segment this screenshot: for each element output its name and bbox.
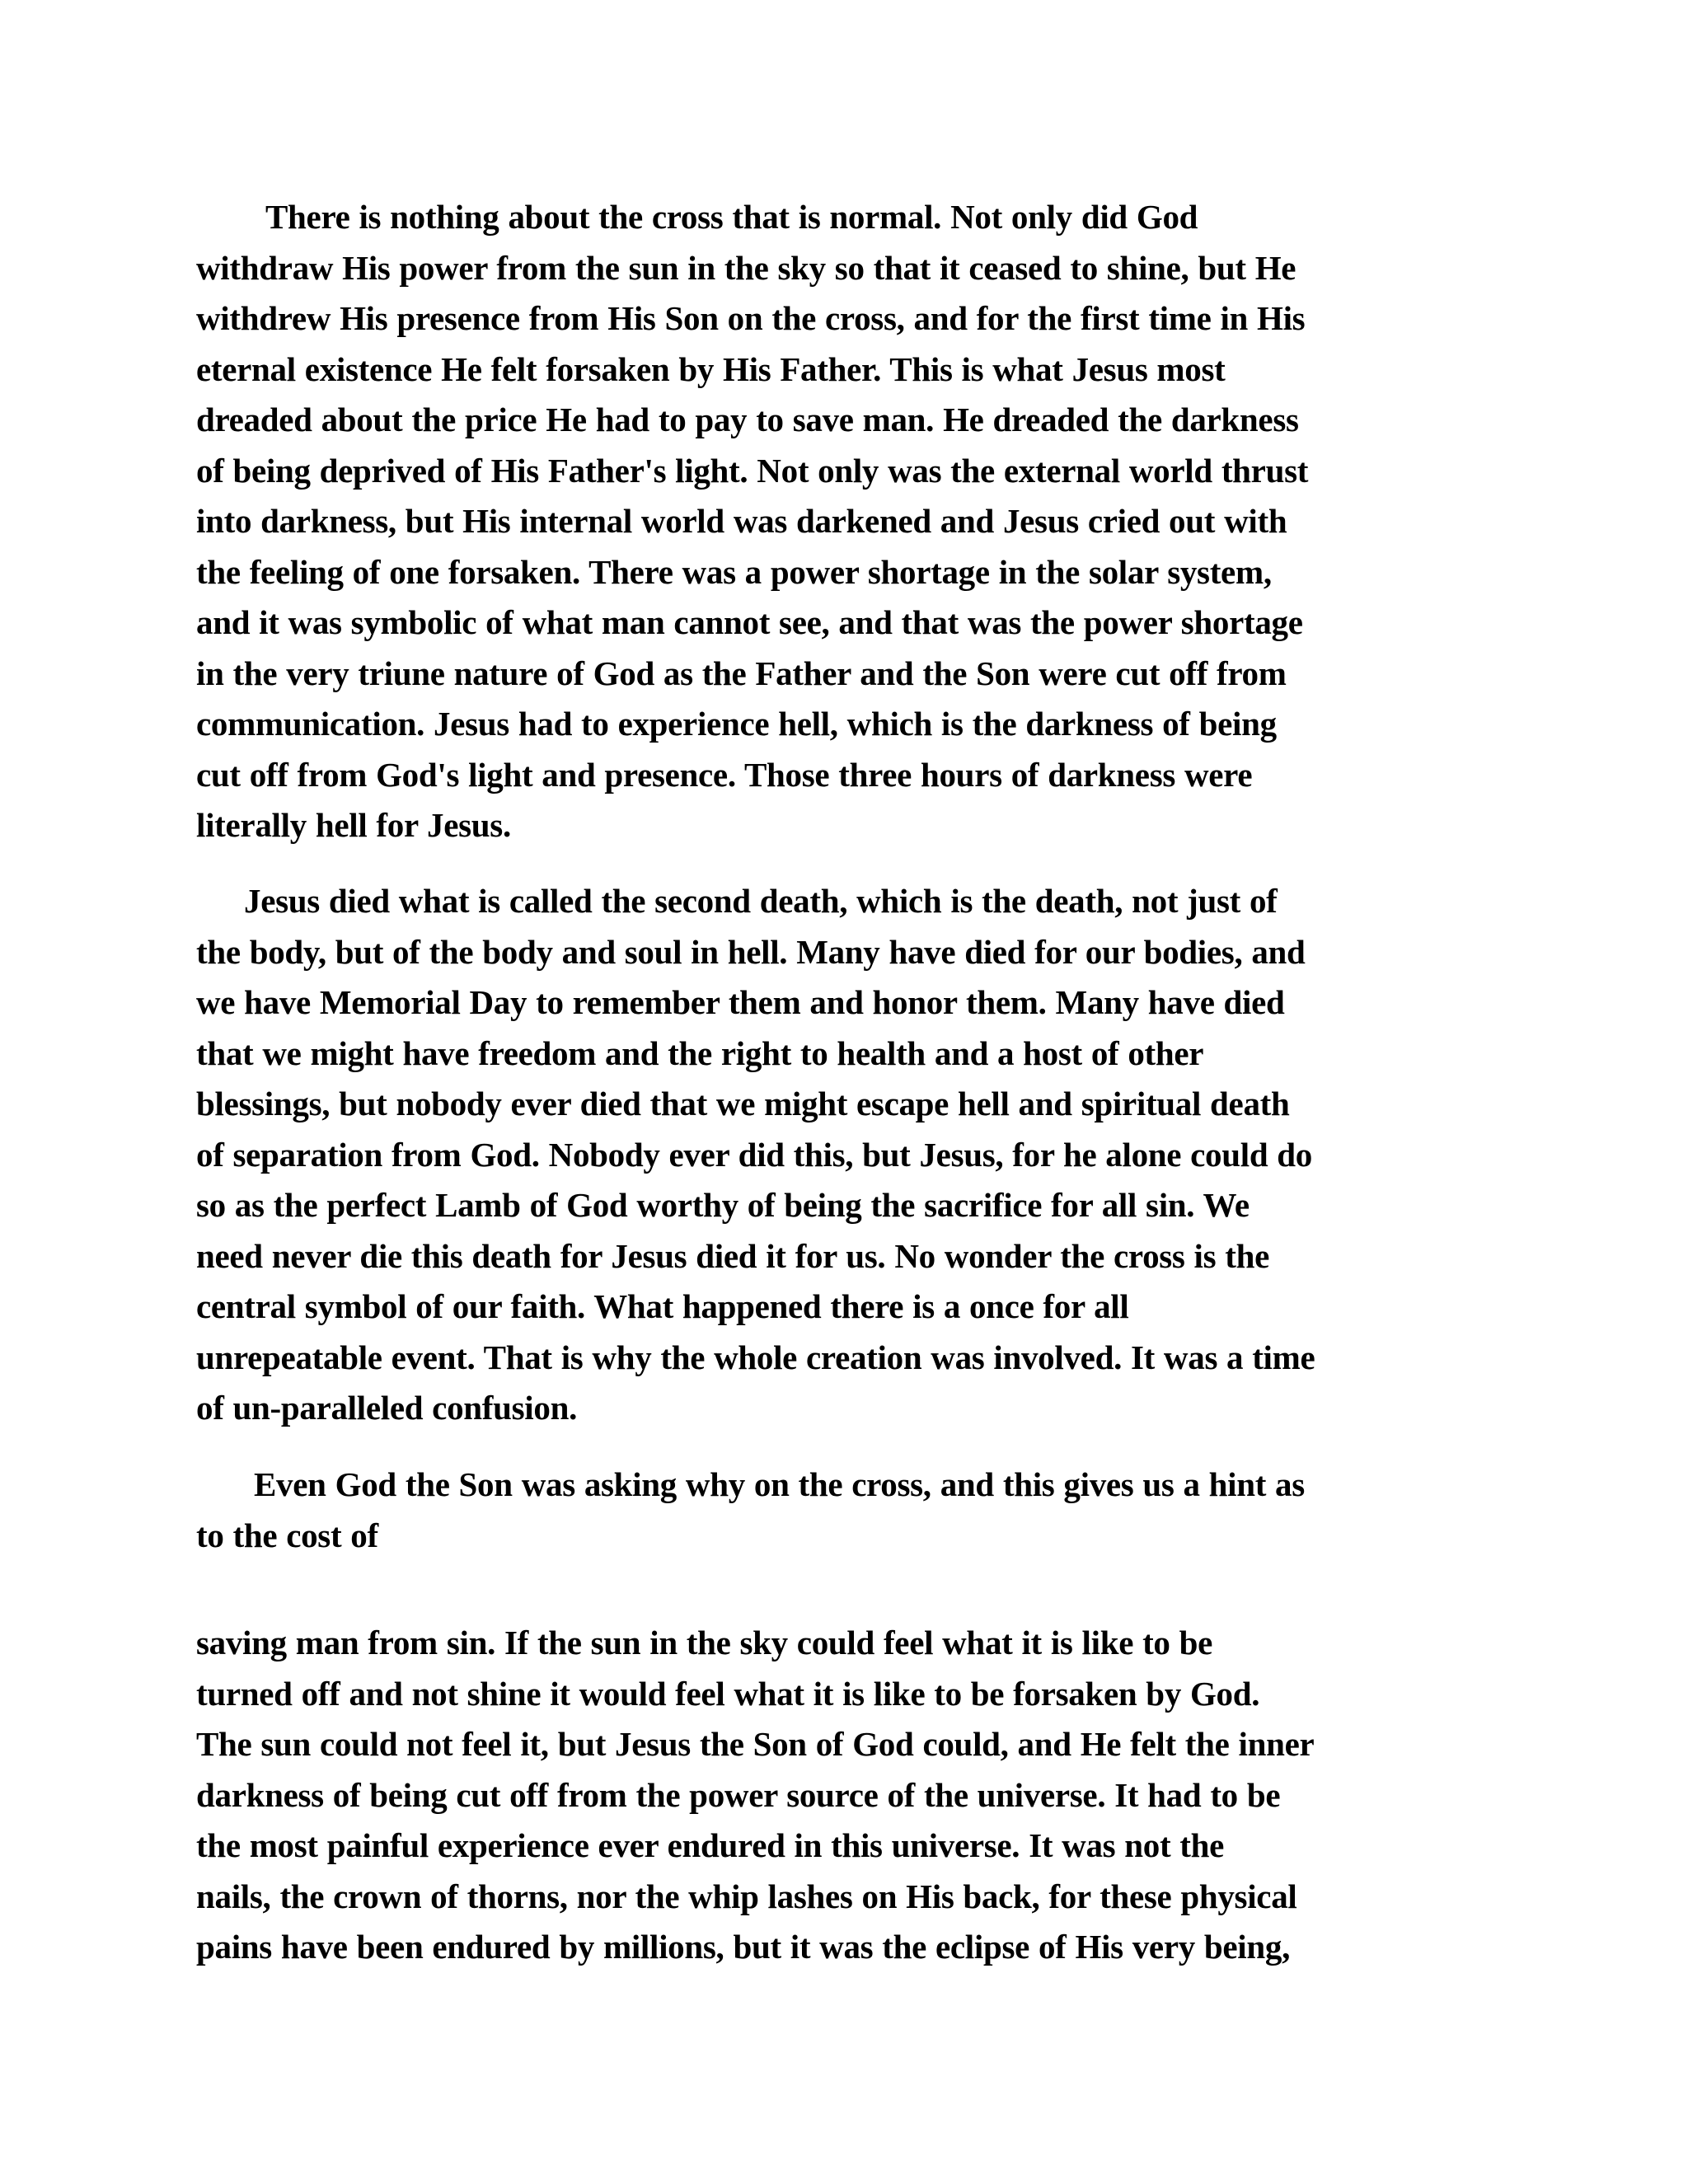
text-line: of separation from God. Nobody ever did this, but Jesus, for he alone could do xyxy=(196,1135,1312,1174)
text-line: of un-paralleled confusion. xyxy=(196,1389,578,1427)
text-line: The sun could not feel it, but Jesus the Son of God could, and He felt the inner xyxy=(196,1725,1315,1763)
text-line: Jesus died what is called the second death, which is the death, not just of xyxy=(244,882,1278,920)
text-line: dreaded about the price He had to pay to save man. He dreaded the darkness xyxy=(196,401,1299,438)
text-line: the feeling of one forsaken. There was a power shortage in the solar system, xyxy=(196,552,1272,591)
text-line: eternal existence He felt forsaken by His Father. This is what Jesus most xyxy=(196,349,1226,388)
text-line: nails, the crown of thorns, nor the whip lashes on His back, for these physical xyxy=(196,1877,1297,1915)
text-line: central symbol of our faith. What happened there is a once for all xyxy=(196,1287,1129,1325)
text-line: need never die this death for Jesus died it for us. No wonder the cross is the xyxy=(196,1236,1269,1275)
text-line: turned off and not shine it would feel what it is like to be forsaken by God. xyxy=(196,1674,1260,1713)
text-line: There is nothing about the cross that is normal. Not only did God xyxy=(265,198,1198,236)
text-line: Even God the Son was asking why on the cross, and this gives us a hint as xyxy=(254,1465,1305,1503)
paragraph-4 xyxy=(196,1618,1498,1973)
text-line: so as the perfect Lamb of God worthy of being the sacrifice for all sin. We xyxy=(196,1186,1250,1224)
text-line: pains have been endured by millions, but it was the eclipse of His very being, xyxy=(196,1928,1291,1966)
text-line: darkness of being cut off from the power source of the universe. It had to be xyxy=(196,1775,1281,1814)
text-line: withdrew His presence from His Son on the cross, and for the first time in His xyxy=(196,299,1306,337)
paragraph-2 xyxy=(196,876,1498,1434)
text-line: in the very triune nature of God as the Father and the Son were cut off from xyxy=(196,654,1287,692)
text-line: literally hell for Jesus. xyxy=(196,806,511,844)
text-line: of being deprived of His Father's light. Not only was the external world thrust xyxy=(196,451,1309,490)
text-line: cut off from God's light and presence. Those three hours of darkness were xyxy=(196,755,1253,794)
text-line: and it was symbolic of what man cannot see, and that was the power shortage xyxy=(196,603,1303,641)
text-line: that we might have freedom and the right to health and a host of other xyxy=(196,1033,1204,1072)
text-line: the most painful experience ever endured in this universe. It was not the xyxy=(196,1826,1225,1864)
text-line: into darkness, but His internal world was darkened and Jesus cried out with xyxy=(196,502,1287,540)
text-line: saving man from sin. If the sun in the sky could feel what it is like to be xyxy=(196,1624,1212,1661)
paragraph-3 xyxy=(196,1460,1498,1561)
text-line: unrepeatable event. That is why the whole creation was involved. It was a time xyxy=(196,1338,1315,1376)
text-line: withdraw His power from the sun in the sky so that it ceased to shine, but He xyxy=(196,248,1296,287)
text-line: communication. Jesus had to experience hell, which is the darkness of being xyxy=(196,705,1277,743)
text-line: we have Memorial Day to remember them and honor them. Many have died xyxy=(196,983,1285,1021)
text-line: the body, but of the body and soul in hell. Many have died for our bodies, and xyxy=(196,932,1306,971)
text-line: to the cost of xyxy=(196,1516,378,1554)
paragraph-1 xyxy=(196,192,1498,851)
text-line: blessings, but nobody ever died that we might escape hell and spiritual death xyxy=(196,1085,1290,1122)
